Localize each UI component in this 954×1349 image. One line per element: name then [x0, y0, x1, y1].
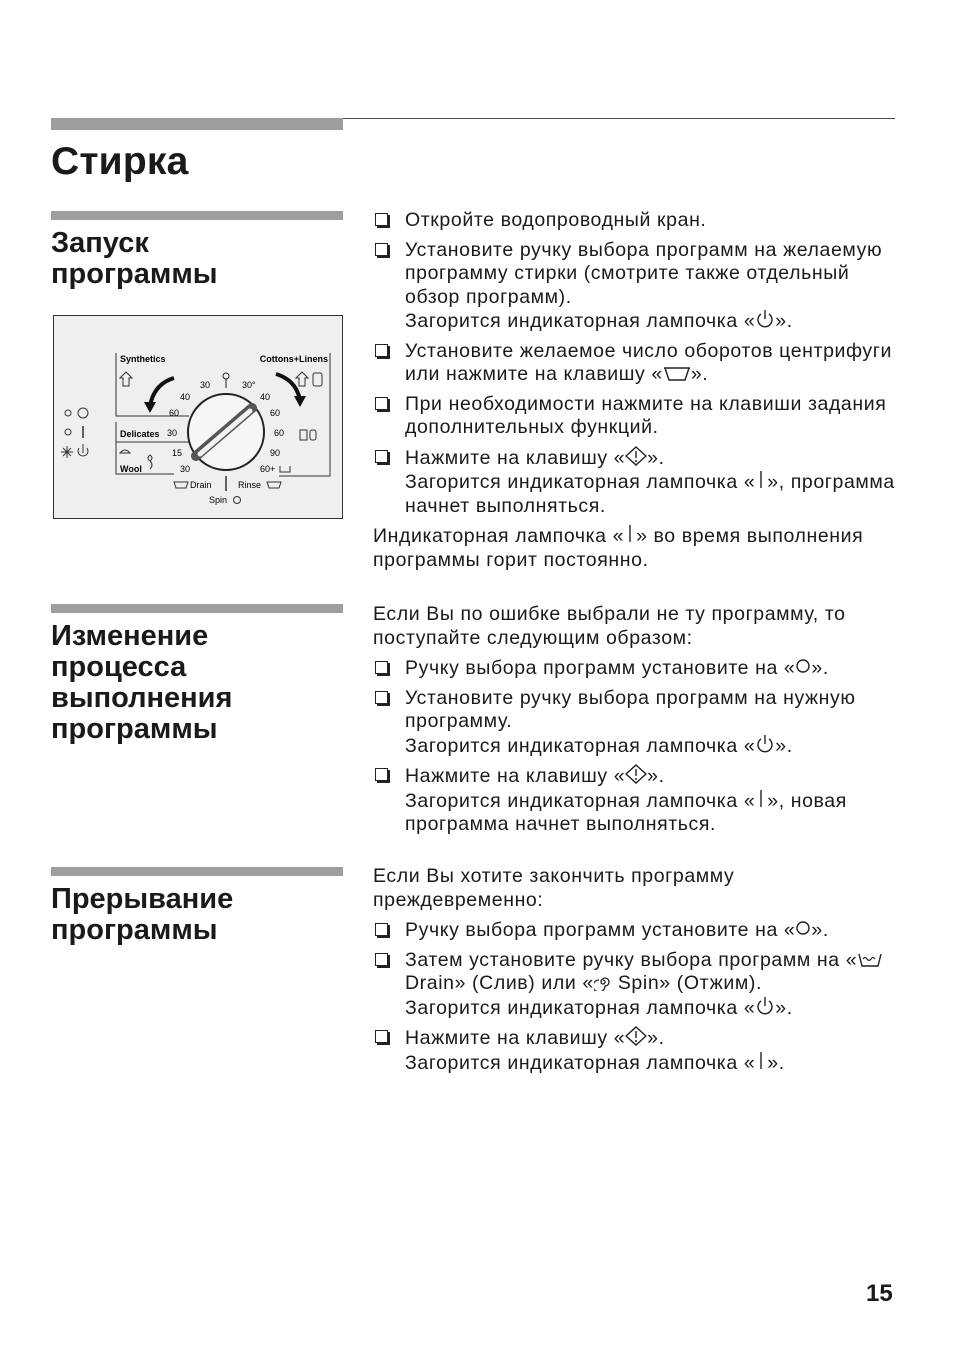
temp-label: 60+: [260, 464, 276, 474]
temp-label: 40: [180, 392, 191, 402]
cottons-icon: [310, 430, 316, 440]
drain-icon: [174, 482, 188, 488]
step-text: ».: [811, 919, 829, 941]
intro-text: Если Вы хотите закончить программу преждевременно:: [373, 865, 735, 911]
section-title-start: [51, 228, 341, 290]
step-text: Нажмите на клавишу «: [405, 446, 626, 469]
program-dial-diagram: [54, 316, 342, 518]
power-icon: [755, 309, 775, 329]
sun-icon: [65, 410, 71, 416]
wool-yarn-icon: [148, 455, 152, 469]
checkbox-bullet-icon: [375, 661, 388, 674]
checkbox-bullet-icon: [375, 923, 388, 936]
checkbox-bullet-icon: [375, 953, 388, 966]
section-body-interrupt: [373, 865, 903, 1081]
temp-label: 60: [274, 428, 285, 438]
cottons-shirt-icon: [296, 372, 308, 386]
page-title: Стирка: [51, 140, 189, 183]
step-text: Загорится индикаторная лампочка «: [405, 471, 756, 493]
temp-label: 40: [260, 392, 271, 402]
temp-label: 30°: [242, 380, 256, 390]
step-text: При необходимости нажмите на клавиши задания дополнительных функций.: [405, 392, 887, 438]
checkbox-bullet-icon: [375, 1030, 388, 1043]
drain-icon: [857, 950, 883, 968]
run-bar-icon: [755, 789, 767, 809]
section-body-change: [373, 603, 903, 843]
list-item: [373, 687, 903, 759]
step-text: Загорится индикаторная лампочка «: [405, 310, 756, 332]
checkbox-bullet-icon: [375, 768, 388, 781]
off-circle-icon: [795, 658, 811, 676]
list-item: [373, 919, 903, 943]
left-arrow-head: [144, 402, 156, 413]
temp-label: 30: [200, 380, 211, 390]
label-drain: Drain: [190, 480, 212, 490]
step-text: Затем установите ручку выбора программ на «: [405, 948, 858, 971]
label-spin: Spin: [209, 495, 228, 505]
checkbox-bullet-icon: [375, 243, 388, 256]
checkbox-bullet-icon: [375, 691, 388, 704]
start-key-icon: [625, 1026, 647, 1046]
step-text: ».: [775, 310, 793, 332]
section-bar-change: [51, 604, 343, 613]
list-item: [373, 446, 903, 519]
top-gray-bar: [51, 118, 343, 130]
section-bar-start: [51, 211, 343, 220]
power-icon: [755, 996, 775, 1016]
checkbox-bullet-icon: [375, 344, 388, 357]
start-key-icon: [625, 764, 647, 784]
title-line: Изменение: [51, 620, 209, 652]
label-synthetics: Synthetics: [120, 354, 166, 364]
temp-label: 30: [167, 428, 178, 438]
temp-label: 15: [172, 448, 183, 458]
off-circle-icon: [795, 920, 811, 938]
run-bar-icon: [624, 524, 636, 544]
right-arrow-head: [294, 396, 306, 407]
section-body-start: [373, 209, 903, 579]
step-text: Drain» (Слив) или «: [405, 972, 594, 994]
step-text: Ручку выбора программ установите на «: [405, 919, 796, 941]
section-title-change: [51, 621, 341, 745]
indicator-icons: [61, 408, 88, 458]
run-bar-icon: [755, 470, 767, 490]
temp-label: 30: [180, 464, 191, 474]
step-text: ».: [767, 1051, 785, 1074]
step-text: Откройте водопроводный кран.: [405, 209, 707, 231]
title-line: программы: [51, 258, 218, 290]
intro-text: Если Вы по ошибке выбрали не ту программу, то поступайте следующим образом:: [373, 603, 846, 649]
step-text: Ручку выбора программ установите на «: [405, 657, 796, 679]
step-text: », новая программа начнет выполняться.: [405, 789, 847, 835]
list-item: [373, 239, 903, 334]
section-title-interrupt: [51, 884, 341, 946]
step-text: ».: [690, 363, 709, 385]
start-key-icon: [625, 446, 647, 466]
sun-icon: [65, 429, 71, 435]
step-text: », программа начнет выполняться.: [405, 471, 895, 517]
spin-speed-icon: [663, 364, 691, 382]
step-text: Нажмите на клавишу «: [405, 1027, 626, 1049]
checkbox-bullet-icon: [375, 450, 388, 463]
checkbox-bullet-icon: [375, 397, 388, 410]
list-item: [373, 949, 903, 1021]
title-line: программы: [51, 914, 218, 946]
cottons-icon: [300, 430, 307, 440]
page-number: 15: [866, 1280, 893, 1307]
note-text: » во время выполнения программы горит постоянно.: [373, 525, 864, 571]
cottons-towel-icon: [313, 373, 322, 386]
control-panel-illustration: [53, 315, 343, 519]
bracket-line: [279, 353, 330, 476]
synthetics-shirt-icon: [120, 372, 132, 386]
list-item: [373, 209, 903, 233]
step-text: Загорится индикаторная лампочка «: [405, 996, 756, 1019]
note-text: Индикаторная лампочка «: [373, 525, 625, 547]
list-item: [373, 657, 903, 681]
step-text: ».: [647, 765, 665, 787]
off-position-icon: [223, 373, 229, 379]
left-arrow-icon: [150, 378, 174, 406]
title-line: программы: [51, 713, 218, 745]
title-line: Запуск: [51, 227, 149, 259]
step-text: ».: [775, 734, 793, 757]
title-line: выполнения: [51, 682, 233, 714]
run-bar-icon: [755, 1051, 767, 1071]
prewash-icon: [280, 466, 290, 472]
title-line: процесса: [51, 651, 187, 683]
step-text: Установите ручку выбора программ на желаемую программу стирки (смотрите также отдельный обзор программ).: [405, 238, 883, 308]
temp-label: 60: [169, 408, 180, 418]
title-line: Прерывание: [51, 883, 234, 915]
step-text: ».: [811, 657, 829, 679]
label-cottons-linens: Cottons+Linens: [259, 354, 328, 364]
label-wool: Wool: [120, 464, 142, 474]
temp-label: 60: [270, 408, 281, 418]
label-delicates: Delicates: [120, 429, 160, 439]
step-text: Загорится индикаторная лампочка «: [405, 789, 756, 812]
step-text: Установите желаемое число оборотов центрифуги или нажмите на клавишу «: [405, 339, 892, 385]
temp-label: 90: [270, 448, 281, 458]
step-text: Загорится индикаторная лампочка «: [405, 1051, 756, 1074]
step-text: ».: [775, 996, 793, 1019]
label-rinse: Rinse: [238, 480, 262, 490]
list-item: [373, 1026, 903, 1075]
off-circle-icon: [78, 408, 88, 418]
step-text: ».: [647, 1027, 665, 1049]
checkbox-bullet-icon: [375, 213, 388, 226]
list-item: [373, 393, 903, 440]
delicates-basin-icon: [120, 450, 130, 453]
section-bar-interrupt: [51, 867, 343, 876]
spin-icon: [234, 497, 241, 504]
list-item: [373, 340, 903, 387]
step-text: Загорится индикаторная лампочка «: [405, 734, 756, 757]
list-item: [373, 764, 903, 837]
step-text: Spin» (Отжим).: [611, 972, 763, 994]
step-text: Нажмите на клавишу «: [405, 765, 626, 787]
step-text: ».: [647, 446, 665, 469]
power-icon: [755, 734, 775, 754]
rinse-icon: [267, 482, 281, 488]
step-text: Установите ручку выбора программ на нужную программу.: [405, 686, 856, 732]
spin-icon: [594, 973, 612, 991]
flash-icon: [61, 446, 73, 458]
